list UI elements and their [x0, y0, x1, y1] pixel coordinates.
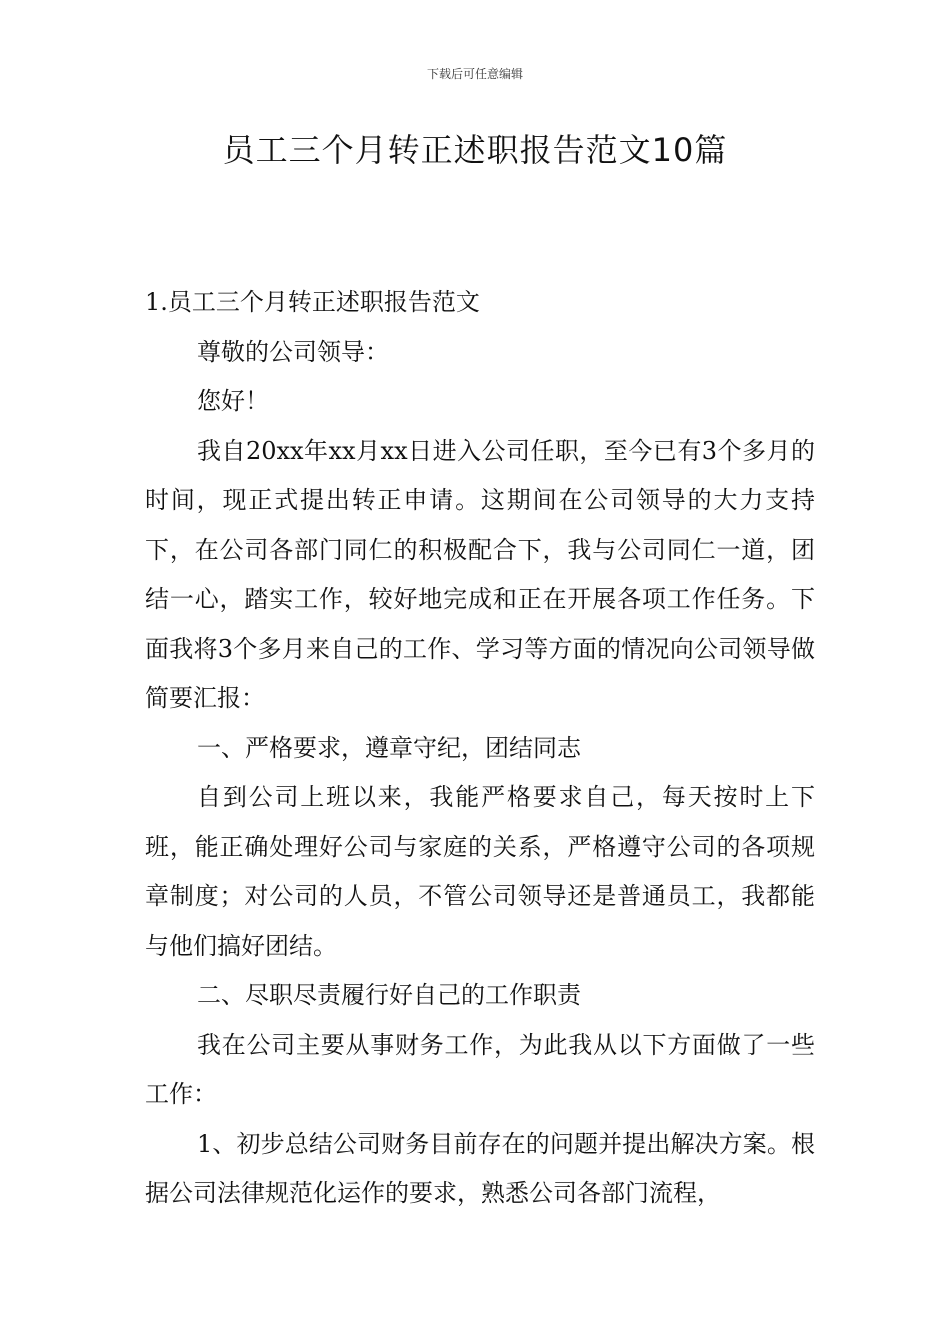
- subheading-duties: 二、尽职尽责履行好自己的工作职责: [197, 981, 581, 1009]
- paragraph-discipline: 自到公司上班以来，我能严格要求自己，每天按时上下班，能正确处理好公司与家庭的关系，严格遵守公司的各项规章制度；对公司的人员，不管公司领导还是普通员工，我都能与他们搞好团结。: [145, 783, 815, 960]
- subheading-discipline: 一、严格要求，遵章守纪，团结同志: [197, 733, 581, 762]
- paragraph-finance-issues: 1、初步总结公司财务目前存在的问题并提出解决方案。根据公司法律规范化运作的要求，熟悉公司各部门流程，: [145, 1129, 815, 1207]
- section-heading: 1.员工三个月转正述职报告范文: [145, 288, 480, 316]
- document-body: [145, 278, 815, 1219]
- salutation: 尊敬的公司领导：: [197, 337, 389, 366]
- document-title: 员工三个月转正述职报告范文10篇: [222, 131, 728, 169]
- paragraph-duties: 我在公司主要从事财务工作，为此我从以下方面做了一些工作：: [145, 1030, 815, 1108]
- paragraph-intro: 我自20xx年xx月xx日进入公司任职，至今已有3个多月的时间，现正式提出转正申请。这期间在公司领导的大力支持下，在公司各部门同仁的积极配合下，我与公司同仁一道，团结一心，踏实工作，较好地完成和正在开展各项工作任务。下面我将3个多月来自己的工作、学习等方面的情况向公司领导做简要汇报：: [145, 436, 815, 712]
- greeting: 您好！: [197, 387, 269, 415]
- page-header-note: 下载后可任意编辑: [426, 67, 523, 81]
